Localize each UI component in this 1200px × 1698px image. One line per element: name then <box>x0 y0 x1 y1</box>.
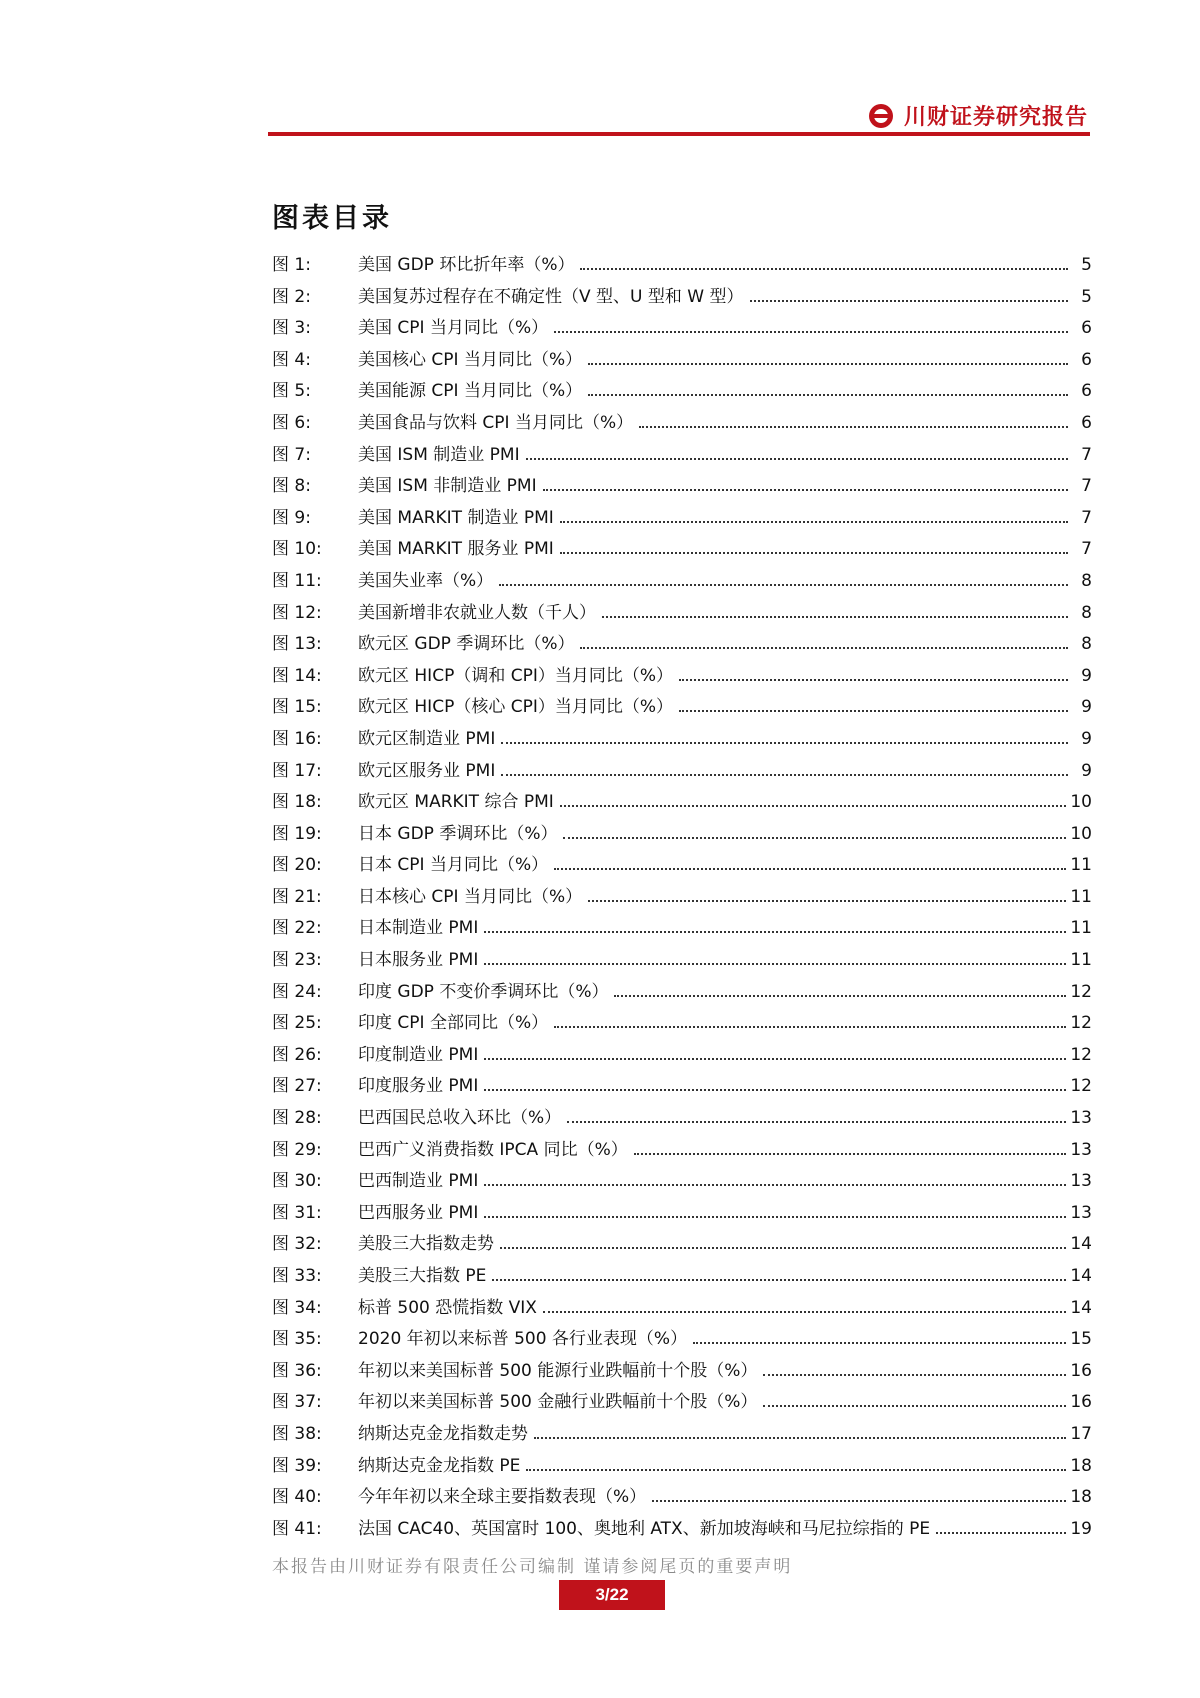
toc-entry[interactable] <box>272 282 1092 314</box>
toc-entry-label: 美国 CPI 当月同比（%） <box>358 318 549 339</box>
toc-leader-dots <box>554 868 1066 870</box>
toc-entry[interactable] <box>272 534 1092 566</box>
toc-leader-dots <box>501 742 1068 744</box>
toc-entry-number: 图 24: <box>272 981 322 1002</box>
toc-leader-dots <box>484 963 1066 965</box>
toc-entry-label: 标普 500 恐慌指数 VIX <box>358 1297 537 1318</box>
toc-entry-page: 16 <box>1070 1392 1092 1413</box>
toc-leader-dots <box>763 1374 1066 1376</box>
toc-entry[interactable] <box>272 787 1092 819</box>
toc-entry-number: 图 33: <box>272 1266 322 1286</box>
toc-entry-label: 日本 CPI 当月同比（%） <box>358 855 549 876</box>
toc-entry-page: 14 <box>1070 1266 1092 1286</box>
toc-entry-number: 图 4: <box>272 349 311 370</box>
toc-entry[interactable] <box>272 1324 1092 1356</box>
toc-entry-number: 图 11: <box>272 570 322 591</box>
toc-entry-number: 图 27: <box>272 1076 322 1097</box>
toc-entry[interactable] <box>272 1293 1092 1325</box>
toc-entry-page: 7 <box>1081 476 1092 497</box>
toc-entry-label: 日本制造业 PMI <box>358 918 479 939</box>
toc-entry[interactable] <box>272 376 1092 408</box>
toc-entry[interactable] <box>272 566 1092 598</box>
toc-entry-page: 13 <box>1070 1171 1092 1192</box>
toc-entry[interactable] <box>272 1040 1092 1072</box>
toc-entry-number: 图 7: <box>272 444 311 465</box>
toc-entry-number: 图 8: <box>272 476 311 497</box>
toc-entry-page: 17 <box>1070 1423 1092 1444</box>
toc-entry-number: 图 19: <box>272 823 322 844</box>
toc-entry-page: 19 <box>1070 1518 1092 1539</box>
toc-title: 图表目录 <box>272 203 392 234</box>
toc-entry[interactable] <box>272 1008 1092 1040</box>
toc-entry-page: 10 <box>1070 823 1092 844</box>
toc-entry-label: 日本 GDP 季调环比（%） <box>358 823 558 844</box>
toc-entry[interactable] <box>272 1166 1092 1198</box>
toc-entry-label: 美国新增非农就业人数（千人） <box>358 602 596 623</box>
toc-entry-page: 12 <box>1070 1044 1092 1065</box>
toc-entry-label: 美国食品与饮料 CPI 当月同比（%） <box>358 412 634 433</box>
toc-entry-number: 图 17: <box>272 760 322 781</box>
toc-entry[interactable] <box>272 1387 1092 1419</box>
toc-entry-label: 日本服务业 PMI <box>358 950 479 971</box>
toc-entry[interactable] <box>272 1356 1092 1388</box>
toc-leader-dots <box>534 1437 1066 1439</box>
toc-entry-label: 法国 CAC40、英国富时 100、奥地利 ATX、新加坡海峡和马尼拉综指的 PE <box>358 1518 931 1539</box>
toc-entry-number: 图 37: <box>272 1392 322 1413</box>
toc-entry-page: 5 <box>1081 255 1092 275</box>
toc-entry-page: 14 <box>1070 1297 1092 1318</box>
header-rule <box>268 132 1090 136</box>
toc-entry-page: 12 <box>1070 1013 1092 1034</box>
toc-entry[interactable] <box>272 756 1092 788</box>
toc-entry-number: 图 23: <box>272 950 322 971</box>
toc-entry-label: 美国 ISM 制造业 PMI <box>358 444 520 465</box>
toc-entry[interactable] <box>272 977 1092 1009</box>
toc-entry-label: 美国失业率（%） <box>358 570 494 591</box>
toc-entry-number: 图 30: <box>272 1171 322 1192</box>
toc-entry-label: 美国复苏过程存在不确定性（V 型、U 型和 W 型） <box>358 286 744 307</box>
toc-entry-label: 印度制造业 PMI <box>358 1044 479 1065</box>
toc-entry-page: 7 <box>1081 539 1092 560</box>
toc-entry-label: 美股三大指数 PE <box>358 1266 487 1286</box>
toc-entry-page: 13 <box>1070 1139 1092 1160</box>
report-header <box>268 96 1090 136</box>
toc-entry-number: 图 26: <box>272 1044 322 1065</box>
toc-entry-page: 12 <box>1070 981 1092 1002</box>
toc-leader-dots <box>484 1058 1066 1060</box>
toc-entry-number: 图 34: <box>272 1297 322 1318</box>
toc-entry-page: 13 <box>1070 1108 1092 1129</box>
toc-entry-number: 图 15: <box>272 697 322 718</box>
toc-leader-dots <box>588 363 1068 365</box>
toc-entry-label: 印度 GDP 不变价季调环比（%） <box>358 981 609 1002</box>
toc-entry[interactable] <box>272 345 1092 377</box>
toc-entry[interactable] <box>272 882 1092 914</box>
toc-entry-number: 图 18: <box>272 792 322 813</box>
toc-leader-dots <box>501 774 1068 776</box>
toc-entry-page: 9 <box>1081 697 1092 718</box>
toc-entry-number: 图 14: <box>272 665 322 686</box>
toc-leader-dots <box>484 1089 1066 1091</box>
toc-entry-label: 美国核心 CPI 当月同比（%） <box>358 349 583 370</box>
toc-entry[interactable] <box>272 629 1092 661</box>
toc-leader-dots <box>500 1247 1066 1249</box>
toc-entry[interactable] <box>272 1229 1092 1261</box>
toc-entry-label: 欧元区 HICP（核心 CPI）当月同比（%） <box>358 697 674 718</box>
toc-entry-label: 美国 GDP 环比折年率（%） <box>358 255 575 275</box>
toc-entry-label: 印度服务业 PMI <box>358 1076 479 1097</box>
toc-entry[interactable] <box>272 1198 1092 1230</box>
toc-leader-dots <box>763 1405 1066 1407</box>
toc-leader-dots <box>484 931 1066 933</box>
toc-leader-dots <box>484 1216 1066 1218</box>
toc-entry-label: 日本核心 CPI 当月同比（%） <box>358 886 583 907</box>
toc-entry-number: 图 16: <box>272 728 322 749</box>
toc-entry-number: 图 39: <box>272 1455 322 1476</box>
toc-entry-label: 欧元区服务业 PMI <box>358 760 496 781</box>
toc-list <box>272 250 1092 1545</box>
toc-leader-dots <box>560 521 1068 523</box>
toc-entry-label: 巴西广义消费指数 IPCA 同比（%） <box>358 1139 628 1160</box>
toc-leader-dots <box>563 837 1066 839</box>
toc-entry-label: 美股三大指数走势 <box>358 1234 494 1255</box>
toc-entry[interactable] <box>272 692 1092 724</box>
toc-entry[interactable] <box>272 408 1092 440</box>
toc-leader-dots <box>639 426 1068 428</box>
toc-entry-number: 图 41: <box>272 1518 322 1539</box>
toc-entry-page: 16 <box>1070 1360 1092 1381</box>
toc-entry-label: 美国能源 CPI 当月同比（%） <box>358 381 583 402</box>
toc-entry-label: 巴西服务业 PMI <box>358 1202 479 1223</box>
toc-leader-dots <box>484 1184 1066 1186</box>
brand-logo-icon <box>868 103 894 129</box>
toc-entry[interactable] <box>272 250 1092 282</box>
toc-entry-number: 图 32: <box>272 1234 322 1255</box>
toc-entry-page: 11 <box>1070 886 1092 907</box>
toc-entry-number: 图 31: <box>272 1202 322 1223</box>
toc-entry-number: 图 13: <box>272 634 322 655</box>
toc-entry[interactable] <box>272 819 1092 851</box>
toc-leader-dots <box>750 300 1069 302</box>
toc-entry[interactable] <box>272 1482 1092 1514</box>
toc-leader-dots <box>567 1121 1066 1123</box>
toc-entry-label: 欧元区 MARKIT 综合 PMI <box>358 792 554 813</box>
toc-entry-page: 6 <box>1081 412 1092 433</box>
toc-entry-number: 图 36: <box>272 1360 322 1381</box>
toc-entry-page: 7 <box>1081 444 1092 465</box>
toc-entry-label: 印度 CPI 全部同比（%） <box>358 1013 549 1034</box>
toc-leader-dots <box>679 710 1068 712</box>
toc-leader-dots <box>560 552 1068 554</box>
footer-disclaimer: 本报告由川财证券有限责任公司编制 谨请参阅尾页的重要声明 <box>272 1557 793 1577</box>
toc-entry[interactable] <box>272 724 1092 756</box>
toc-leader-dots <box>580 268 1068 270</box>
toc-entry-number: 图 6: <box>272 412 311 433</box>
toc-entry-page: 14 <box>1070 1234 1092 1255</box>
toc-leader-dots <box>492 1279 1066 1281</box>
toc-entry-number: 图 3: <box>272 318 311 339</box>
toc-leader-dots <box>526 458 1068 460</box>
toc-leader-dots <box>936 1532 1066 1534</box>
toc-entry-page: 9 <box>1081 728 1092 749</box>
toc-entry[interactable] <box>272 661 1092 693</box>
toc-entry-label: 欧元区 HICP（调和 CPI）当月同比（%） <box>358 665 674 686</box>
toc-entry-page: 7 <box>1081 507 1092 528</box>
toc-entry-number: 图 25: <box>272 1013 322 1034</box>
toc-leader-dots <box>580 647 1068 649</box>
toc-entry-number: 图 21: <box>272 886 322 907</box>
toc-entry-number: 图 28: <box>272 1108 322 1129</box>
toc-entry-number: 图 2: <box>272 286 311 307</box>
toc-entry-page: 10 <box>1070 792 1092 813</box>
toc-entry-number: 图 12: <box>272 602 322 623</box>
toc-entry-label: 纳斯达克金龙指数 PE <box>358 1455 521 1476</box>
toc-leader-dots <box>526 1469 1066 1471</box>
toc-entry-page: 6 <box>1081 318 1092 339</box>
toc-entry-page: 6 <box>1081 381 1092 402</box>
toc-entry-label: 年初以来美国标普 500 能源行业跌幅前十个股（%） <box>358 1360 758 1381</box>
toc-entry-page: 13 <box>1070 1202 1092 1223</box>
toc-entry-label: 美国 ISM 非制造业 PMI <box>358 476 537 497</box>
toc-leader-dots <box>554 331 1068 333</box>
brand-name: 川财证券研究报告 <box>903 104 1088 130</box>
toc-entry-number: 图 35: <box>272 1329 322 1350</box>
toc-entry[interactable] <box>272 850 1092 882</box>
toc-leader-dots <box>602 616 1068 618</box>
toc-entry-label: 2020 年初以来标普 500 各行业表现（%） <box>358 1329 688 1350</box>
toc-entry-page: 6 <box>1081 349 1092 370</box>
toc-entry[interactable] <box>272 1419 1092 1451</box>
toc-entry-number: 图 29: <box>272 1139 322 1160</box>
toc-entry-number: 图 20: <box>272 855 322 876</box>
toc-leader-dots <box>499 584 1068 586</box>
toc-entry-page: 15 <box>1070 1329 1092 1350</box>
toc-entry[interactable] <box>272 440 1092 472</box>
toc-entry-number: 图 5: <box>272 381 311 402</box>
toc-entry-label: 欧元区制造业 PMI <box>358 728 496 749</box>
toc-entry[interactable] <box>272 913 1092 945</box>
toc-entry-number: 图 1: <box>272 255 311 275</box>
toc-leader-dots <box>543 1311 1066 1313</box>
toc-leader-dots <box>652 1500 1066 1502</box>
toc-entry[interactable] <box>272 503 1092 535</box>
toc-leader-dots <box>679 679 1068 681</box>
toc-entry[interactable] <box>272 1451 1092 1483</box>
toc-leader-dots <box>693 1342 1066 1344</box>
toc-entry-number: 图 38: <box>272 1423 322 1444</box>
toc-entry-label: 美国 MARKIT 服务业 PMI <box>358 539 554 560</box>
toc-leader-dots <box>588 394 1068 396</box>
toc-entry-number: 图 10: <box>272 539 322 560</box>
toc-entry[interactable] <box>272 313 1092 345</box>
toc-entry-page: 12 <box>1070 1076 1092 1097</box>
toc-entry[interactable] <box>272 471 1092 503</box>
toc-entry-number: 图 9: <box>272 507 311 528</box>
toc-entry-page: 8 <box>1081 634 1092 655</box>
toc-entry-label: 今年年初以来全球主要指数表现（%） <box>358 1487 647 1508</box>
toc-entry[interactable] <box>272 1071 1092 1103</box>
toc-entry-number: 图 22: <box>272 918 322 939</box>
toc-leader-dots <box>614 995 1066 997</box>
toc-entry-label: 年初以来美国标普 500 金融行业跌幅前十个股（%） <box>358 1392 758 1413</box>
toc-entry-page: 18 <box>1070 1455 1092 1476</box>
toc-entry-page: 11 <box>1070 950 1092 971</box>
toc-entry[interactable] <box>272 1514 1092 1546</box>
toc-entry-page: 11 <box>1070 918 1092 939</box>
toc-entry-number: 图 40: <box>272 1487 322 1508</box>
toc-leader-dots <box>588 900 1066 902</box>
toc-entry-label: 纳斯达克金龙指数走势 <box>358 1423 528 1444</box>
toc-entry-label: 巴西国民总收入环比（%） <box>358 1108 562 1129</box>
toc-entry[interactable] <box>272 1103 1092 1135</box>
toc-entry-page: 8 <box>1081 602 1092 623</box>
toc-entry-page: 9 <box>1081 760 1092 781</box>
toc-entry-label: 美国 MARKIT 制造业 PMI <box>358 507 554 528</box>
toc-leader-dots <box>560 805 1067 807</box>
toc-entry-page: 18 <box>1070 1487 1092 1508</box>
toc-leader-dots <box>543 489 1068 491</box>
toc-leader-dots <box>634 1153 1067 1155</box>
toc-entry-page: 5 <box>1081 286 1092 307</box>
toc-entry-page: 8 <box>1081 570 1092 591</box>
toc-entry[interactable] <box>272 945 1092 977</box>
toc-entry-label: 巴西制造业 PMI <box>358 1171 479 1192</box>
toc-entry[interactable] <box>272 1261 1092 1293</box>
toc-leader-dots <box>554 1026 1066 1028</box>
toc-entry-label: 欧元区 GDP 季调环比（%） <box>358 634 575 655</box>
toc-entry[interactable] <box>272 598 1092 630</box>
toc-entry-page: 9 <box>1081 665 1092 686</box>
toc-entry[interactable] <box>272 1135 1092 1167</box>
brand <box>868 100 1088 131</box>
toc-entry-page: 11 <box>1070 855 1092 876</box>
page-indicator: 3/22 <box>559 1580 665 1610</box>
